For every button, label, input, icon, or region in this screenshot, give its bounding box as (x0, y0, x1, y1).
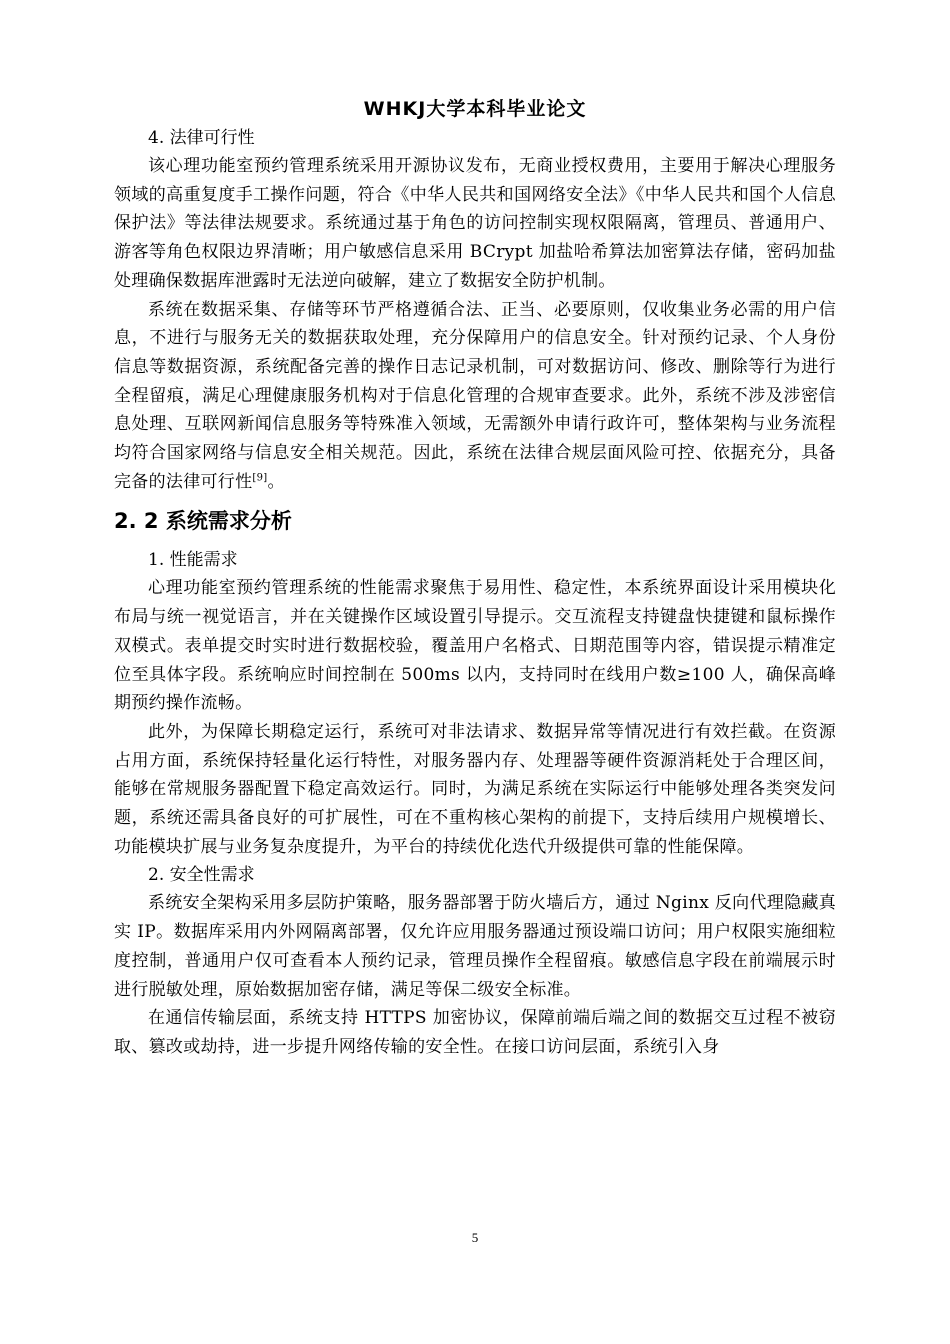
performance-paragraph-2: 此外，为保障长期稳定运行，系统可对非法请求、数据异常等情况进行有效拦截。在资源占用方面，系统保持轻量化运行特性，对服务器内存、处理器等硬件资源消耗处于合理区间，能够在常规服务器配置下稳定高效运行。同时，为满足系统在实际运行中能够处理各类突发问题，系统还需具备良好的可扩展性，可在不重构核心架构的前提下，支持后续用户规模增长、功能模块扩展与业务复杂度提升，为平台的持续优化迭代升级提供可靠的性能保障。 (114, 721, 836, 857)
legal-feasibility-heading: 4. 法律可行性 (148, 128, 255, 148)
legal-paragraph-2-end: 。 (267, 471, 285, 492)
performance-paragraph-1: 心理功能室预约管理系统的性能需求聚焦于易用性、稳定性，本系统界面设计采用模块化布局与统一视觉语言，并在关键操作区域设置引导提示。交互流程支持键盘快捷键和鼠标操作双模式。表单提交时实时进行数据校验，覆盖用户名格式、日期范围等内容，错误提示精准定位至具体字段。系统响应时间控制在 500ms 以内，支持同时在线用户数≥100 人，确保高峰期预约操作流畅。 (114, 578, 836, 714)
performance-heading: 1. 性能需求 (148, 550, 238, 571)
security-paragraph-1: 系统安全架构采用多层防护策略，服务器部署于防火墙后方，通过 Nginx 反向代理隐藏真实 IP。数据库采用内外网隔离部署，仅允许应用服务器通过预设端口访问；用户权限实施细粒度控制，普通用户仅可查看本人预约记录，管理员操作全程留痕。敏感信息字段在前端展示时进行脱敏处理，原始数据加密存储，满足等保二级安全标准。 (114, 893, 836, 1000)
body-content (114, 124, 836, 1062)
citation-ref: [9] (252, 472, 268, 484)
security-paragraph-2: 在通信传输层面，系统支持 HTTPS 加密协议，保障前端后端之间的数据交互过程不被窃取、篡改或劫持，进一步提升网络传输的安全性。在接口访问层面，系统引入身 (114, 1008, 836, 1057)
running-header-title: WHKJ大学本科毕业论文 (363, 98, 587, 120)
security-heading: 2. 安全性需求 (148, 865, 255, 886)
page-number: 5 (471, 1230, 479, 1245)
legal-paragraph-2-text: 系统在数据采集、存储等环节严格遵循合法、正当、必要原则，仅收集业务必需的用户信息，不进行与服务无关的数据获取处理，充分保障用户的信息安全。针对预约记录、个人身份信息等数据资源，系统配备完善的操作日志记录机制，可对数据访问、修改、删除等行为进行全程留痕，满足心理健康服务机构对于信息化管理的合规审查要求。此外，系统不涉及涉密信息处理、互联网新闻信息服务等特殊准入领域，无需额外申请行政许可，整体架构与业务流程均符合国家网络与信息安全相关规范。因此，系统在法律合规层面风险可控、依据充分，具备完备的法律可行性 (114, 299, 836, 492)
legal-paragraph-2 (114, 296, 836, 497)
section-heading-requirements: 2. 2 系统需求分析 (114, 509, 292, 534)
legal-paragraph-1: 该心理功能室预约管理系统采用开源协议发布，无商业授权费用，主要用于解决心理服务领域的高重复度手工操作问题，符合《中华人民共和国网络安全法》《中华人民共和国个人信息保护法》等法律法规要求。系统通过基于角色的访问控制实现权限隔离，管理员、普通用户、游客等角色权限边界清晰；用户敏感信息采用 BCrypt 加盐哈希算法加密算法存储，密码加盐处理确保数据库泄露时无法逆向破解，建立了数据安全防护机制。 (114, 156, 836, 291)
